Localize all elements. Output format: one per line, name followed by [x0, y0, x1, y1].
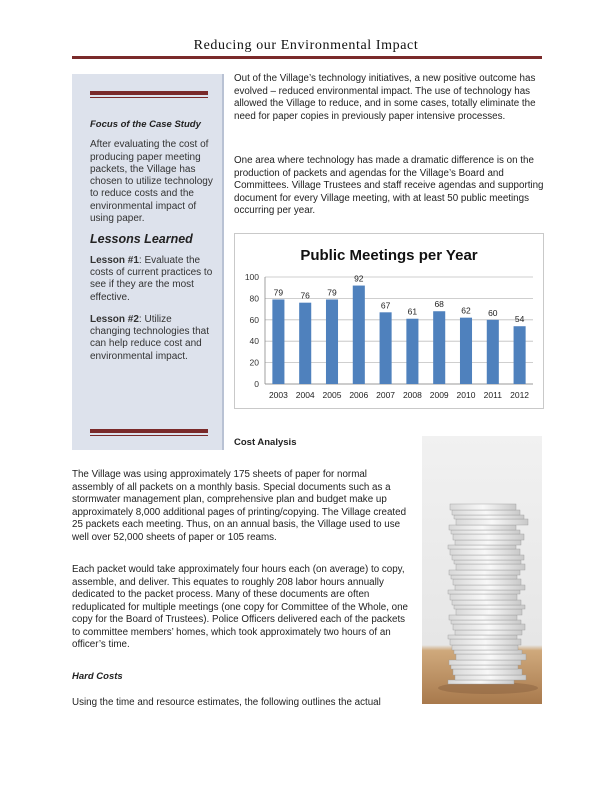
cost-paragraph-2: Each packet would take approximately four hours each (on average) to copy, assemble, and deliver. This equates to roughly 208 labor hours annually dedicated to the packet process. Many of these documents are often reduplicated for multiple meetings (one copy for Committee of the Whole, one copy for the Board of Trustees). Police Officers delivered each of the packets to committee members’ homes, which took approximately two hours of an officer’s time.: [72, 564, 408, 650]
paper-stack-photo: [422, 436, 542, 704]
bar-2004: [299, 303, 311, 384]
paper-sheet: [452, 555, 524, 560]
paper-sheet: [456, 654, 526, 660]
bar-2005: [326, 299, 338, 384]
y-tick-label: 0: [254, 379, 259, 389]
y-tick-label: 60: [249, 314, 259, 325]
focus-text: After evaluating the cost of producing paper meeting packets, the Village has chosen to utilize technology to reduce costs and the environmental impact of using paper.: [90, 139, 213, 225]
x-tick-label-2008: 2008: [402, 390, 422, 400]
paper-sheet: [454, 650, 522, 654]
paper-sheet: [453, 624, 525, 630]
data-label-2012: 54: [514, 314, 525, 325]
chart-title: Public Meetings per Year: [300, 247, 478, 264]
data-label-2011: 60: [488, 307, 498, 318]
chart-svg: [235, 234, 543, 408]
y-tick-label: 40: [249, 336, 259, 347]
paper-sheet: [456, 609, 522, 615]
paper-sheet: [454, 605, 525, 609]
bar-2006: [353, 286, 365, 384]
x-tick-label-2011: 2011: [483, 390, 502, 400]
paper-sheet: [449, 525, 516, 530]
paper-sheet: [451, 665, 518, 669]
paper-sheet: [456, 519, 528, 525]
paper-sheet: [448, 545, 516, 549]
paper-sheet: [453, 579, 521, 585]
bar-2012: [514, 326, 526, 384]
data-label-2004: 76: [300, 290, 310, 301]
cost-paragraph-3: Using the time and resource estimates, the following outlines the actual: [72, 697, 381, 708]
paper-sheet: [455, 630, 522, 635]
paper-sheet: [455, 540, 521, 545]
paper-sheet: [448, 680, 514, 684]
paper-sheet: [453, 669, 522, 675]
paper-sheet: [456, 564, 525, 570]
lesson-1: [90, 255, 214, 304]
y-tick-label: 20: [249, 357, 259, 368]
data-label-2007: 67: [380, 300, 391, 311]
paper-sheet: [450, 549, 520, 555]
paper-sheet: [450, 639, 521, 645]
x-tick-label-2007: 2007: [376, 390, 396, 400]
bar-2008: [406, 319, 418, 384]
paper-sheet: [448, 635, 517, 639]
x-tick-label-2003: 2003: [268, 390, 288, 400]
data-label-2008: 61: [407, 306, 418, 317]
paper-sheet: [450, 594, 517, 600]
paper-sheet: [450, 504, 516, 510]
title-rule: [72, 56, 542, 59]
sidebar-bottom-rule: [90, 429, 208, 433]
lessons-heading: Lessons Learned: [90, 232, 193, 247]
page-title: Reducing our Environmental Impact: [193, 38, 419, 53]
x-tick-label-2005: 2005: [322, 390, 342, 400]
paper-sheet: [455, 585, 525, 590]
intro-paragraph-2: One area where technology has made a dramatic difference is on the production of packets and agendas for the Village’s Board and Committees. Village Trustees and staff receive agendas and supporting document for every Village meeting, with at least 50 public meetings occurring per year.: [234, 155, 544, 216]
data-label-2009: 68: [434, 299, 444, 310]
paper-sheet: [452, 510, 520, 515]
paper-sheet: [451, 530, 520, 534]
lesson-1-label: Lesson #1: [90, 254, 139, 266]
paper-sheet: [449, 570, 520, 575]
bar-2010: [460, 318, 472, 384]
bar-2009: [433, 311, 445, 384]
cost-paragraph-1: The Village was using approximately 175 sheets of paper for normal assembly of all packets on a monthly basis. Special documents such as a stormwater management plan, comprehensive plan and budget make up approximately 8,000 additional pages of printing/copying. The Village created 25 packets each meeting. Thus, on an annual basis, the Village used to use well over 52,000 sheets of paper or 105 reams.: [72, 469, 407, 543]
x-tick-label-2004: 2004: [295, 390, 315, 400]
data-label-2006: 92: [354, 273, 364, 284]
paper-sheet: [454, 515, 524, 519]
paper-sheet: [449, 615, 517, 620]
meetings-chart: [234, 233, 544, 409]
x-tick-label-2006: 2006: [349, 390, 369, 400]
x-tick-label-2010: 2010: [456, 390, 476, 400]
lesson-2-text: : Utilize changing technologies that can help reduce cost and environmental impact.: [90, 313, 209, 362]
y-tick-label: 80: [249, 293, 259, 304]
cost-analysis-heading: Cost Analysis: [234, 437, 297, 448]
paper-sheet: [454, 560, 521, 564]
lesson-2: [90, 314, 214, 363]
intro-paragraph-1: Out of the Village’s technology initiatives, a new positive outcome has evolved – reduced environmental impact. The use of technology has allowed the Village to reduce, and in some cases, totally eliminate the need for paper copies in previously paper intensive processes.: [234, 73, 536, 122]
paper-sheet: [452, 600, 521, 605]
sidebar-panel: [72, 74, 224, 450]
paper-sheet: [451, 620, 521, 624]
paper-sheet: [453, 534, 524, 540]
paper-sheet: [449, 660, 521, 665]
x-tick-label-2012: 2012: [510, 390, 530, 400]
data-label-2010: 62: [461, 305, 471, 316]
y-tick-label: 100: [244, 272, 259, 282]
paper-sheet: [451, 575, 517, 579]
data-label-2005: 79: [327, 287, 337, 298]
sidebar-top-rule: [90, 91, 208, 95]
bar-2011: [487, 320, 499, 384]
bar-2003: [272, 299, 284, 384]
paper-sheet: [448, 590, 520, 594]
data-label-2003: 79: [273, 287, 284, 298]
paper-sheet: [455, 675, 526, 680]
x-tick-label-2009: 2009: [429, 390, 449, 400]
bar-2007: [380, 312, 392, 384]
lesson-2-label: Lesson #2: [90, 313, 139, 325]
focus-heading: Focus of the Case Study: [90, 119, 201, 130]
lesson-1-text: : Evaluate the costs of current practices to see if they are the most effective.: [90, 254, 213, 303]
hard-costs-heading: Hard Costs: [72, 671, 123, 682]
paper-sheet: [452, 645, 518, 650]
sidebar-content: [90, 119, 214, 373]
